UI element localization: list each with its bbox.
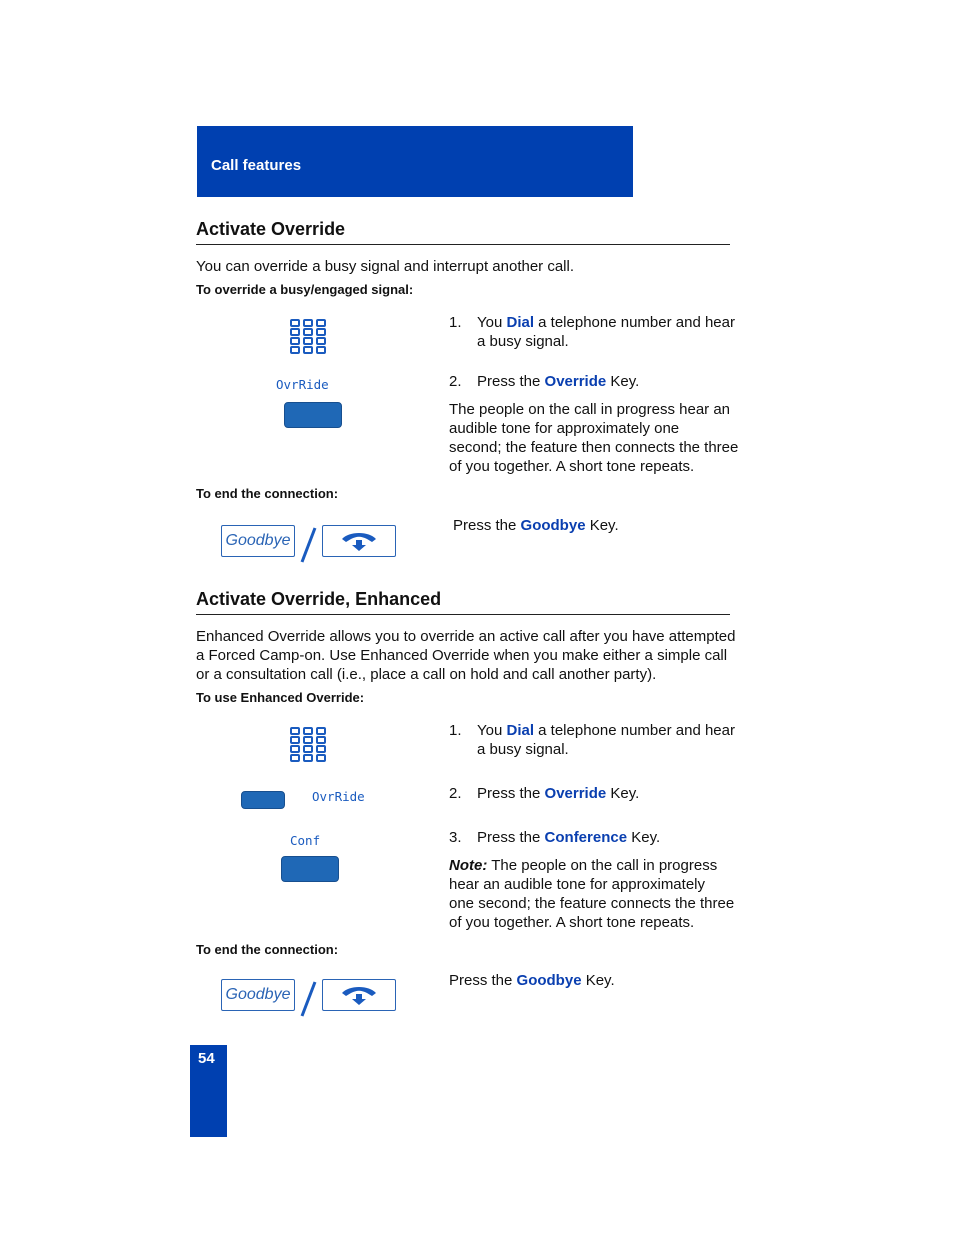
goodbye-step: Press the Goodbye Key.	[453, 517, 619, 534]
conference-keyword: Conference	[544, 829, 628, 846]
chapter-title: Call features	[211, 157, 302, 174]
step-1	[449, 721, 735, 759]
step-number: 2.	[449, 785, 462, 802]
step-number: 3.	[449, 829, 462, 846]
goodbye-key[interactable]: Goodbye	[221, 525, 295, 557]
override-softkey[interactable]	[284, 402, 342, 428]
note-paragraph: Note: The people on the call in progress hear an audible tone for approximately one second; the feature connects the three of you together. A short tone repeats.	[449, 857, 735, 931]
keypad-icon	[289, 726, 329, 766]
end-connection-subhead: To end the connection:	[196, 486, 339, 501]
conference-softkey[interactable]	[281, 856, 339, 882]
step-text: You	[477, 722, 507, 739]
dial-keyword: Dial	[506, 314, 534, 331]
step-number: 1.	[449, 722, 462, 739]
step-text: a telephone number and hear	[534, 314, 735, 331]
lcd-label-ovrride: OvrRide	[276, 377, 329, 392]
dial-keyword: Dial	[506, 722, 534, 739]
step-3	[449, 828, 660, 847]
page-number: 54	[198, 1050, 215, 1067]
step-text: Key.	[627, 829, 661, 846]
step-text: Key.	[606, 373, 640, 390]
step-text: You	[477, 314, 507, 331]
step-number: 1.	[449, 314, 462, 331]
keypad-icon	[289, 318, 329, 358]
section-title-override: Activate Override	[196, 219, 346, 239]
step-text-continued: a busy signal.	[477, 741, 569, 758]
override-softkey[interactable]	[241, 791, 285, 809]
slash-separator	[297, 525, 321, 565]
goodbye-key[interactable]: Goodbye	[221, 979, 295, 1011]
section-intro: You can override a busy signal and interrupt another call.	[196, 258, 575, 275]
section-intro: Enhanced Override allows you to override an active call after you have attempted a Forced Camp-on. Use Enhanced Override when you make either a simple call or a consultation call (i.e., place a call on hold and call another party).	[196, 628, 736, 683]
step-text: a telephone number and hear	[534, 722, 735, 739]
release-key[interactable]	[322, 525, 396, 557]
step-text: Press the	[477, 829, 545, 846]
step-number: 2.	[449, 373, 462, 390]
section-title-override-enhanced: Activate Override, Enhanced	[196, 589, 442, 609]
release-key[interactable]	[322, 979, 396, 1011]
override-description: The people on the call in progress hear an audible tone for approximately one second; the feature then connects the three of you together. A short tone repeats.	[449, 401, 739, 475]
procedure-subhead: To use Enhanced Override:	[196, 690, 365, 705]
procedure-subhead: To override a busy/engaged signal:	[196, 282, 414, 297]
goodbye-keyword: Goodbye	[520, 517, 586, 534]
note-label: Note:	[449, 857, 488, 874]
goodbye-keyword: Goodbye	[516, 972, 582, 989]
override-keyword: Override	[544, 785, 607, 802]
step-2	[449, 784, 639, 803]
step-text: Key.	[606, 785, 640, 802]
end-connection-subhead: To end the connection:	[196, 942, 339, 957]
section-rule	[196, 614, 730, 615]
goodbye-step: Press the Goodbye Key.	[449, 972, 615, 989]
step-text: Press the	[477, 785, 545, 802]
section-rule	[196, 244, 730, 245]
step-text: Press the	[477, 373, 545, 390]
step-2	[449, 372, 639, 391]
handset-release-icon	[339, 984, 379, 1006]
handset-release-icon	[339, 530, 379, 552]
override-keyword: Override	[544, 373, 607, 390]
slash-separator	[297, 979, 321, 1019]
lcd-label-ovrride: OvrRide	[312, 789, 365, 804]
step-text-continued: a busy signal.	[477, 333, 569, 350]
step-1	[449, 313, 735, 351]
lcd-label-conf: Conf	[290, 833, 321, 848]
